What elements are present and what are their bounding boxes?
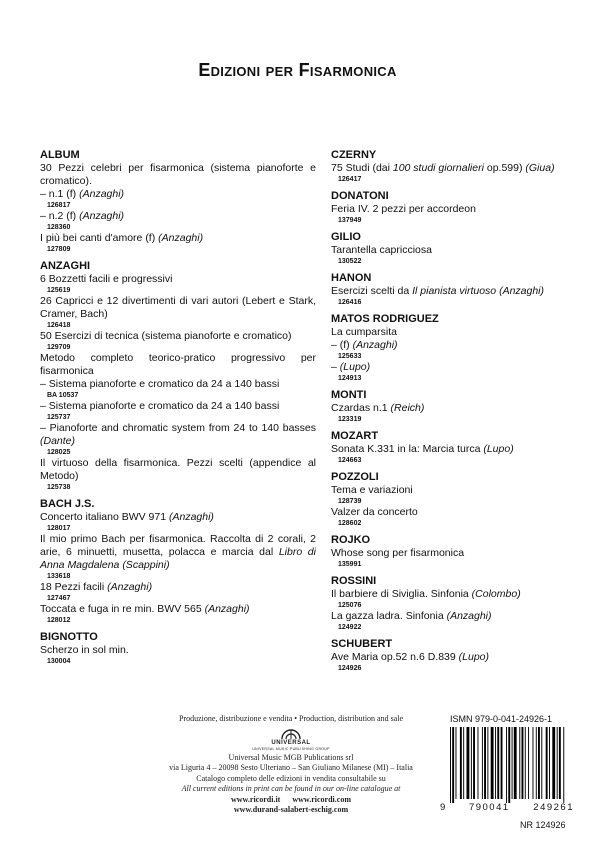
catalog-entry: Il mio primo Bach per fisarmonica. Raccolta di 2 corali, 2 arie, 6 minuetti, musetta, polacca e marcia dal Libro di Anna Magdalena (Scappini) <box>40 533 316 571</box>
catalog-code: 128017 <box>47 525 71 532</box>
catalog-code: 126817 <box>47 202 71 209</box>
catalog-code: 124926 <box>338 665 362 672</box>
catalog-code: 126416 <box>338 299 362 306</box>
catalog-code: 125076 <box>338 602 362 609</box>
barcode-digits: 9 790041 249261 <box>440 802 574 813</box>
catalog-entry: Scherzo in sol min. <box>40 644 129 656</box>
catalog-entry: Toccata e fuga in re min. BWV 565 (Anzaghi) <box>40 603 250 615</box>
company-address: via Liguria 4 – 20098 Sesto Ulteriano – San Giuliano Milanese (MI) – Italia <box>169 763 413 772</box>
barcode-bar <box>471 727 472 799</box>
barcode-image <box>440 727 574 803</box>
publisher-footer <box>150 714 432 816</box>
catalog-entry: 30 Pezzi celebri per fisarmonica (sistema pianoforte e cromatico). <box>40 162 316 187</box>
catalog-entry: Ave Maria op.52 n.6 D.839 (Lupo) <box>331 651 489 663</box>
catalog-code: 126418 <box>47 322 71 329</box>
section-heading: MONTI <box>331 389 367 401</box>
catalog-entry: Il virtuoso della fisarmonica. Pezzi scelti (appendice al Metodo) <box>40 457 316 482</box>
nr-code: NR 124926 <box>520 820 566 830</box>
catalog-entry: I più bei canti d'amore (f) (Anzaghi) <box>40 232 204 244</box>
publisher-logo: UNIVERSAL UNIVERSAL MUSIC PUBLISHING GROUP <box>150 728 432 751</box>
catalog-code: 127809 <box>47 246 71 253</box>
catalog-entry: – Sistema pianoforte e cromatico da 24 a 140 bassi <box>40 400 280 412</box>
barcode-bar <box>497 727 499 799</box>
barcode-bar <box>512 727 513 799</box>
catalog-code: BA 10537 <box>47 392 79 399</box>
barcode-bar <box>536 727 537 799</box>
section-heading: ROJKO <box>331 534 371 546</box>
catalogue-note-it: Catalogo completo delle edizioni in vendita consultabile su <box>196 773 386 783</box>
section-heading: POZZOLI <box>331 471 379 483</box>
barcode-bar <box>482 727 483 799</box>
barcode-bar <box>456 727 457 799</box>
catalog-code: 128025 <box>47 449 71 456</box>
barcode-bar <box>491 727 494 799</box>
catalog-code: 129709 <box>47 344 71 351</box>
catalog-entry: – (f) (Anzaghi) <box>331 339 398 351</box>
catalog-entry: Czardas n.1 (Reich) <box>331 402 425 414</box>
catalog-entry: Esercizi scelti da Il pianista virtuoso (Anzaghi) <box>331 285 545 297</box>
catalog-code: 128012 <box>47 617 71 624</box>
barcode-bar <box>467 727 470 799</box>
barcode-bar <box>460 727 462 799</box>
catalog-code: 124922 <box>338 624 362 631</box>
catalog-code: 124913 <box>338 375 362 382</box>
catalog-entry: 75 Studi (dai 100 studi giornalieri op.599) (Giua) <box>331 162 555 174</box>
website-links <box>150 795 432 806</box>
barcode-bar <box>533 727 534 799</box>
catalog-entry: Il barbiere di Siviglia. Sinfonia (Colombo) <box>331 588 521 600</box>
catalog-code: 130522 <box>338 258 362 265</box>
section-heading: HANON <box>331 272 372 284</box>
catalog-code: 125737 <box>47 414 71 421</box>
catalog-entry: Concerto italiano BWV 971 (Anzaghi) <box>40 511 214 523</box>
section-heading: BIGNOTTO <box>40 631 98 643</box>
barcode-bar <box>473 727 475 799</box>
catalog-entry: – n.1 (f) (Anzaghi) <box>40 188 125 200</box>
catalog-entry: Valzer da concerto <box>331 506 418 518</box>
catalogue-note-en: All current editions in print can be found in our on-line catalogue at <box>181 784 401 793</box>
catalog-column-right <box>331 148 573 673</box>
catalog-entry: Metodo completo teorico-pratico progressivo per fisarmonica <box>40 352 316 377</box>
catalog-code: 130004 <box>47 658 71 665</box>
page-title: Edizioni per Fisarmonica <box>198 60 397 80</box>
ismn-label: ISMN 979-0-041-24926-1 <box>450 714 553 724</box>
catalog-code: 125738 <box>47 484 71 491</box>
barcode-bar <box>484 727 486 799</box>
barcode-bar <box>552 727 555 799</box>
section-heading: DONATONI <box>331 190 389 202</box>
barcode-bar <box>559 727 561 799</box>
barcode-bar <box>487 727 488 799</box>
catalog-entry: Whose song per fisarmonica <box>331 547 465 559</box>
catalog-code: 124663 <box>338 457 362 464</box>
catalog-entry: – Pianoforte and chromatic system from 24 to 140 basses (Dante) <box>40 422 316 447</box>
catalog-code: 127467 <box>47 595 71 602</box>
section-heading: MATOS RODRIGUEZ <box>331 313 439 325</box>
catalog-entry: – n.2 (f) (Anzaghi) <box>40 210 125 222</box>
barcode-bar <box>549 727 550 799</box>
barcode-bar <box>450 727 451 803</box>
barcode-bar <box>546 727 548 799</box>
section-heading: MOZART <box>331 430 379 442</box>
barcode-bar <box>506 727 507 803</box>
catalog-code: 135991 <box>338 561 362 568</box>
catalog-entry: 26 Capricci e 12 divertimenti di vari autori (Lebert e Stark, Cramer, Bach) <box>40 295 316 320</box>
catalog-code: 128739 <box>338 498 362 505</box>
barcode-bar <box>508 727 510 803</box>
catalog-code: 137949 <box>338 217 362 224</box>
catalog-entry: – Sistema pianoforte e cromatico da 24 a 140 bassi <box>40 378 280 390</box>
catalog-code: 125633 <box>338 353 362 360</box>
barcode-bar <box>541 727 542 799</box>
section-heading: GILIO <box>331 231 361 243</box>
section-heading: BACH J.S. <box>40 498 95 510</box>
catalog-entry: Tarantella capricciosa <box>331 244 432 256</box>
catalog-entry: – (Lupo) <box>331 361 371 373</box>
link-ricordi-com[interactable]: www.ricordi.com <box>292 794 351 804</box>
catalog-code: 128602 <box>338 520 362 527</box>
catalog-entry: Sonata K.331 in la: Marcia turca (Lupo) <box>331 443 514 455</box>
barcode-bar <box>452 727 454 803</box>
barcode-bar <box>463 727 464 799</box>
catalog-code: 128360 <box>47 224 71 231</box>
section-heading: ROSSINI <box>331 575 377 587</box>
barcode-bar <box>519 727 520 799</box>
barcode-bar <box>538 727 540 799</box>
section-heading: ALBUM <box>40 149 80 161</box>
catalog-column-left <box>40 148 316 666</box>
barcode-bar <box>514 727 517 799</box>
barcode-bar <box>563 727 564 803</box>
globe-icon <box>280 728 302 740</box>
barcode-bar <box>525 727 526 799</box>
barcode-bar <box>501 727 503 799</box>
catalog-entry: 6 Bozzetti facili e progressivi <box>40 273 173 285</box>
catalog-entry: Feria IV. 2 pezzi per accordeon <box>331 203 476 215</box>
catalog-entry: La gazza ladra. Sinfonia (Anzaghi) <box>331 610 492 622</box>
catalog-code: 133618 <box>47 573 71 580</box>
production-line: Produzione, distribuzione e vendita • Production, distribution and sale <box>178 714 404 723</box>
section-heading: CZERNY <box>331 149 377 161</box>
catalog-entry: La cumparsita <box>331 326 397 338</box>
barcode-bar <box>528 727 529 799</box>
catalog-entry: Tema e variazioni <box>331 484 413 496</box>
catalog-code: 123319 <box>338 416 362 423</box>
catalog-entry: 50 Esercizi di tecnica (sistema pianoforte e cromatico) <box>40 330 292 342</box>
catalog-code: 125619 <box>47 287 71 294</box>
link-ricordi-it[interactable]: www.ricordi.it <box>231 794 281 804</box>
barcode-bar <box>495 727 496 799</box>
section-heading: ANZAGHI <box>40 260 91 272</box>
barcode-bar <box>478 727 479 799</box>
link-durand[interactable]: www.durand-salabert-eschig.com <box>233 805 349 814</box>
barcode-bar <box>557 727 558 799</box>
catalog-entry: 18 Pezzi facili (Anzaghi) <box>40 581 153 593</box>
catalog-code: 126417 <box>338 176 362 183</box>
company-name: Universal Music MGB Publications srl <box>228 752 354 762</box>
barcode-bar <box>522 727 524 799</box>
section-heading: SCHUBERT <box>331 638 393 650</box>
